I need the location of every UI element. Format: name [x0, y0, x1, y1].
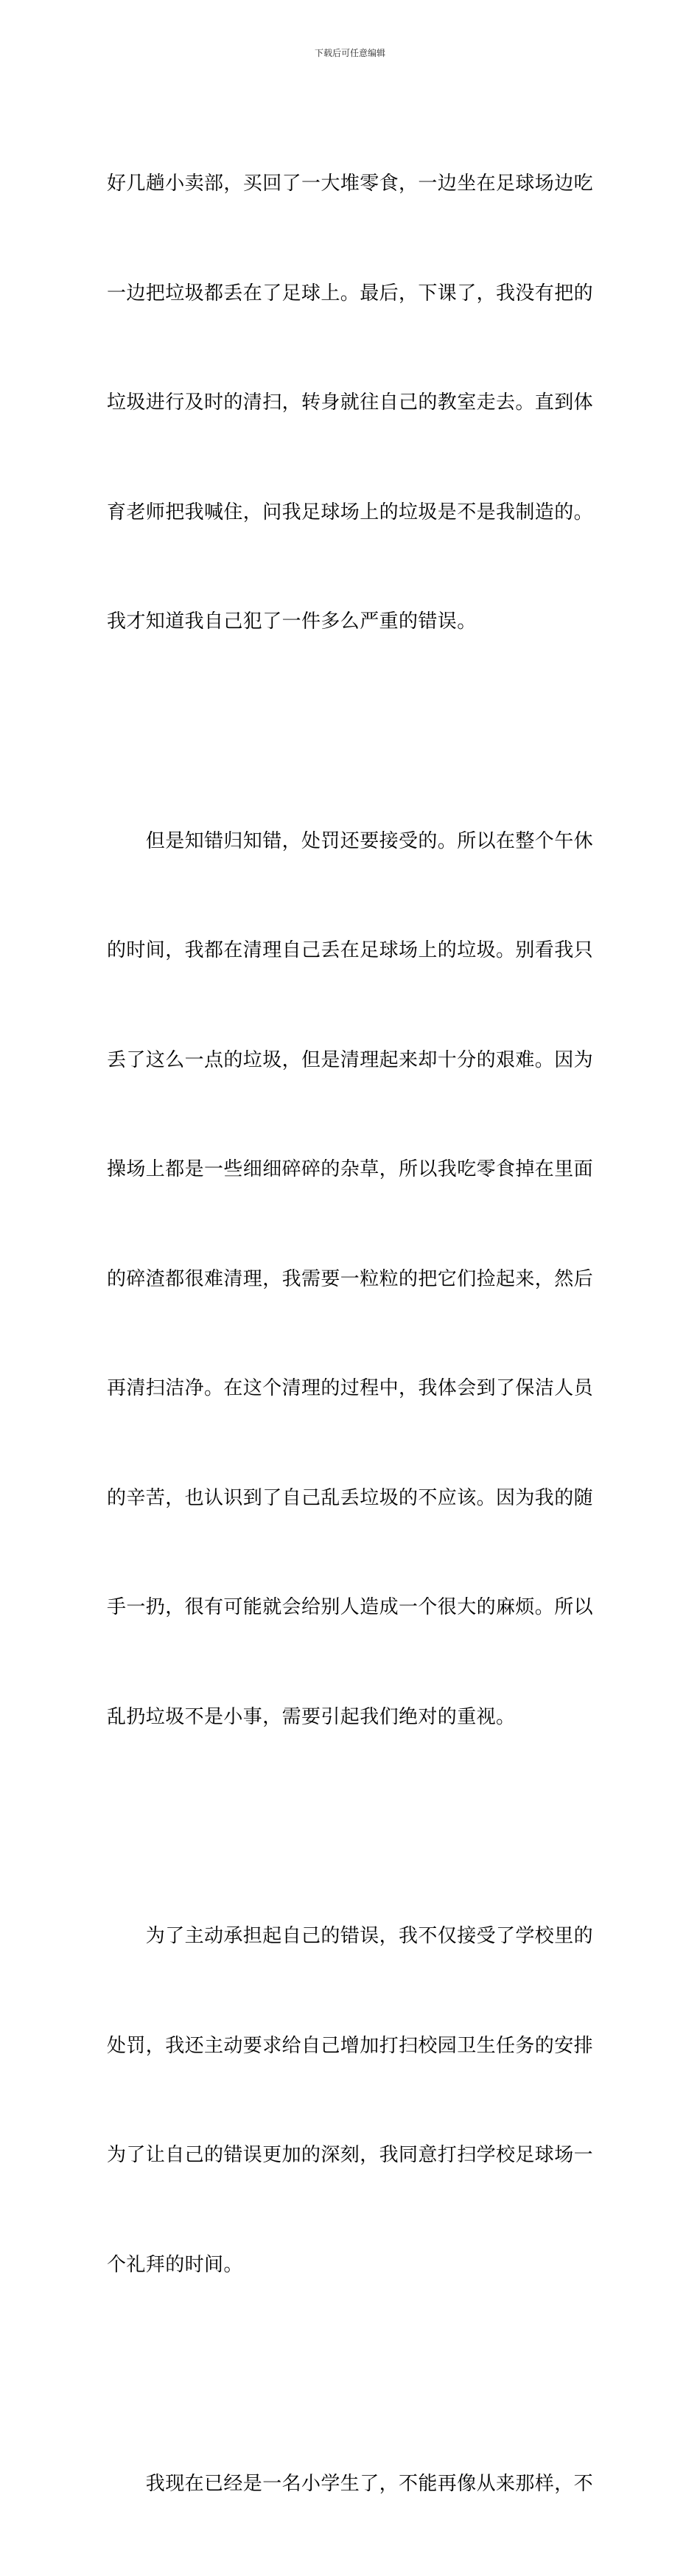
text-line: 个礼拜的时间。: [107, 2253, 243, 2276]
paragraph-1: [107, 93, 597, 714]
paragraph-3: [107, 1845, 597, 2356]
text-line: 垃圾进行及时的清扫，转身就往自己的教室走去。直到体: [107, 391, 594, 414]
text-line: 的时间，我都在清理自己丢在足球场上的垃圾。别看我只: [107, 939, 594, 961]
text-line: 处罚，我还主动要求给自己增加打扫校园卫生任务的安排: [107, 2034, 594, 2057]
paragraph-4: [107, 2393, 597, 2576]
paragraph-gap: [107, 1809, 597, 1845]
text-line: 好几趟小卖部，买回了一大堆零食，一边坐在足球场边吃: [107, 173, 594, 195]
text-line: 丢了这么一点的垃圾，但是清理起来却十分的艰难。因为: [107, 1048, 594, 1071]
text-line: 为了让自己的错误更加的深刻，我同意打扫学校足球场一: [107, 2144, 594, 2166]
text-line: 的碎渣都很难清理，我需要一粒粒的把它们捡起来，然后: [107, 1267, 594, 1290]
text-line: 我才知道我自己犯了一件多么严重的错误。: [107, 610, 477, 633]
text-line: 操场上都是一些细细碎碎的杂草，所以我吃零食掉在里面: [107, 1158, 594, 1180]
paragraph-gap: [107, 714, 597, 751]
text-line: 乱扔垃圾不是小事，需要引起我们绝对的重视。: [107, 1705, 516, 1728]
text-line: 但是知错归知错，处罚还要接受的。所以在整个午休: [107, 829, 594, 852]
document-body: [107, 93, 597, 2576]
text-line: 手一扔，很有可能就会给别人造成一个很大的麻烦。所以: [107, 1596, 594, 1618]
text-line: 的辛苦，也认识到了自己乱丢垃圾的不应该。因为我的随: [107, 1486, 594, 1509]
text-line: 我现在已经是一名小学生了，不能再像从来那样，不: [107, 2473, 594, 2495]
text-line: 再清扫洁净。在这个清理的过程中，我体会到了保洁人员: [107, 1377, 594, 1399]
text-line: 为了主动承担起自己的错误，我不仅接受了学校里的: [107, 1925, 594, 1947]
text-line: 一边把垃圾都丢在了足球上。最后，下课了，我没有把的: [107, 282, 594, 304]
text-line: 育老师把我喊住，问我足球场上的垃圾是不是我制造的。: [107, 501, 594, 523]
page-header: 下载后可任意编辑: [314, 48, 385, 58]
paragraph-gap: [107, 2356, 597, 2393]
paragraph-2: [107, 751, 597, 1809]
